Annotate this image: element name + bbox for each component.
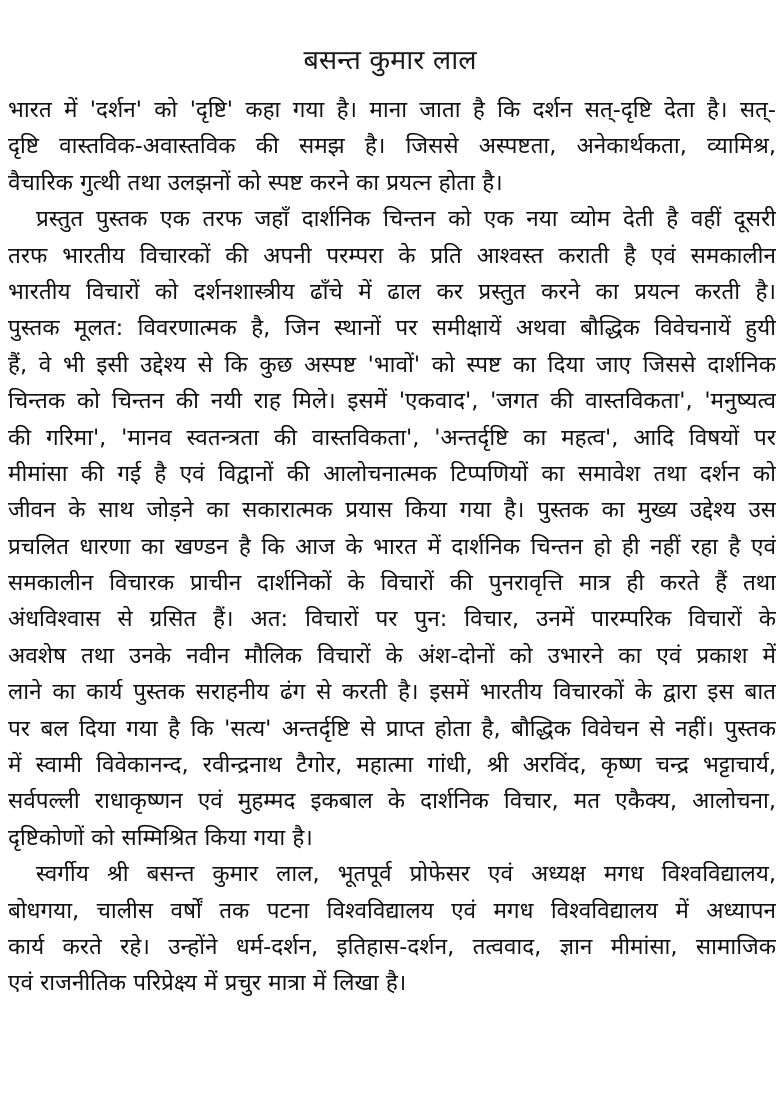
text-line: भारत में 'दर्शन' को 'दृष्टि' कहा गया है। माना जाता है कि दर्शन सत्-दृष्टि देता है। सत्-	[8, 97, 776, 123]
paragraph-book-description	[8, 201, 776, 856]
text-line: प्रचलित धारणा का खण्डन है कि आज के भारत में दार्शनिक चिन्तन हो ही नहीं रहा है एवं	[8, 533, 776, 560]
text-line: पुस्तक मूलत: विवरणात्मक है, जिन स्थानों पर समीक्षायें अथवा बौद्धिक विवेचनायें हुयी	[8, 315, 776, 342]
text-line: की गरिमा', 'मानव स्वतन्त्रता की वास्तविकता', 'अन्तर्दृष्टि का महत्व', आदि विषयों पर	[8, 424, 776, 451]
paragraph-author-bio	[8, 856, 776, 1002]
text-line: मीमांसा की गई है एवं विद्वानों की आलोचनात्मक टिप्पणियों का समावेश तथा दर्शन को	[8, 460, 776, 487]
text-line: सर्वपल्ली राधाकृष्णन एवं मुहम्मद इकबाल के दार्शनिक विचार, मत एकैक्य, आलोचना,	[8, 788, 776, 815]
text-line: एवं राजनीतिक परिप्रेक्ष्य में प्रचुर मात्रा में लिखा है।	[8, 970, 407, 997]
body-text	[8, 92, 776, 1002]
text-line: पर बल दिया गया है कि 'सत्य' अन्तर्दृष्टि से प्राप्त होता है, बौद्धिक विवेचन से नहीं। पुस्तक	[8, 715, 776, 742]
text-line: लाने का कार्य पुस्तक सराहनीय ढंग से करती है। इसमें भारतीय विचारकों के द्वारा इस बात	[8, 679, 776, 706]
text-line: प्रस्तुत पुस्तक एक तरफ जहाँ दार्शनिक चिन्तन को एक नया व्योम देती है वहीं दूसरी	[36, 206, 776, 233]
text-line: अवशेष तथा उनके नवीन मौलिक विचारों के अंश-दोनों को उभारने का एवं प्रकाश में	[8, 642, 776, 669]
paragraph-intro	[8, 92, 776, 201]
text-line: हैं, वे भी इसी उद्देश्य से कि कुछ अस्पष्ट 'भावों' को स्पष्ट का दिया जाए जिससे दार्शनिक	[8, 351, 776, 378]
text-line: दृष्टिकोणों को सम्मिश्रित किया गया है।	[8, 824, 313, 851]
text-line: बोधगया, चालीस वर्षों तक पटना विश्वविद्यालय एवं मगध विश्वविद्यालय में अध्यापन	[8, 897, 776, 924]
text-line: स्वर्गीय श्री बसन्त कुमार लाल, भूतपूर्व प्रोफेसर एवं अध्यक्ष मगध विश्वविद्यालय,	[36, 861, 776, 888]
text-line: में स्वामी विवेकानन्द, रवीन्द्रनाथ टैगोर, महात्मा गांधी, श्री अरविंद, कृष्ण चन्द्र भट्टाचार्य,	[8, 752, 776, 779]
text-line: वैचारिक गुत्थी तथा उलझनों को स्पष्ट करने का प्रयत्न होता है।	[8, 169, 503, 196]
text-line: जीवन के साथ जोड़ने का सकारात्मक प्रयास किया गया है। पुस्तक का मुख्य उद्देश्य उस	[8, 497, 776, 524]
text-line: चिन्तक को चिन्तन की नयी राह मिले। इसमें 'एकवाद', 'जगत की वास्तविकता', 'मनुष्यत्व	[8, 388, 776, 415]
page-title: बसन्त कुमार लाल	[303, 45, 477, 76]
text-line: समकालीन विचारक प्राचीन दार्शनिकों के विचारों की पुनरावृत्ति मात्र ही करते हैं तथा	[8, 570, 776, 597]
text-line: तरफ भारतीय विचारकों की अपनी परम्परा के प्रति आश्वस्त कराती है एवं समकालीन	[8, 242, 776, 269]
text-line: भारतीय विचारों को दर्शनशास्त्रीय ढाँचे में ढाल कर प्रस्तुत करने का प्रयत्न करती है।	[8, 278, 776, 305]
text-line: अंधविश्वास से ग्रसित हैं। अत: विचारों पर पुन: विचार, उनमें पारम्परिक विचारों के	[8, 606, 776, 633]
text-line: कार्य करते रहे। उन्होंने धर्म-दर्शन, इतिहास-दर्शन, तत्ववाद, ज्ञान मीमांसा, सामाजिक	[8, 933, 776, 960]
text-line: दृष्टि वास्तविक-अवास्तविक की समझ है। जिससे अस्पष्टता, अनेकार्थकता, व्यामिश्र,	[8, 133, 776, 160]
